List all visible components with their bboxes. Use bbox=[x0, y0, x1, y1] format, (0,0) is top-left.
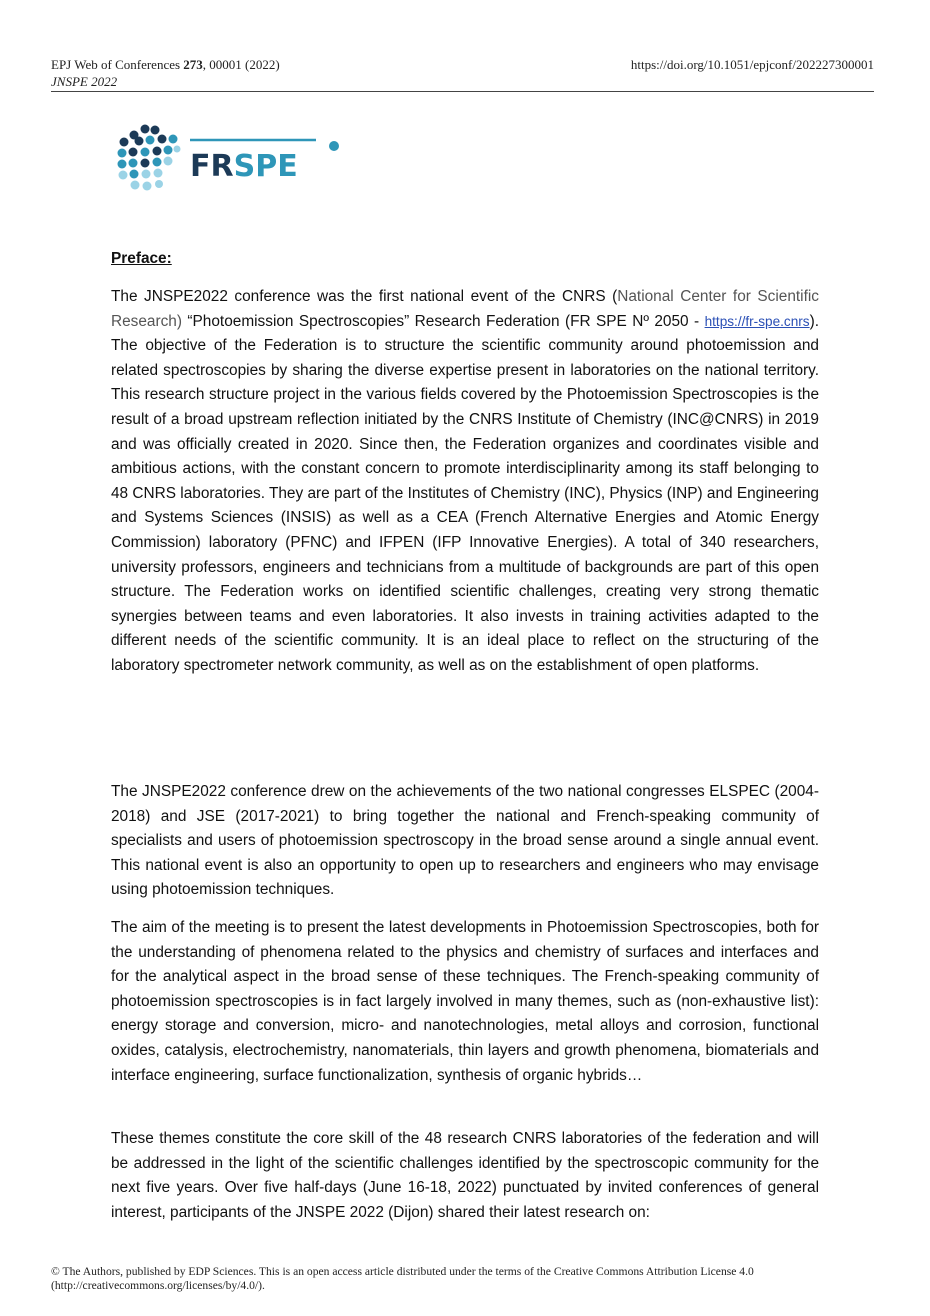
doi-link[interactable]: https://doi.org/10.1051/epjconf/202227300001 bbox=[630, 57, 874, 72]
volume-number: 273 bbox=[183, 57, 203, 72]
journal-citation: EPJ Web of Conferences 273, 00001 (2022) bbox=[51, 57, 280, 72]
paragraph-1: The JNSPE2022 conference was the first national event of the CNRS (National Center for Scientific Research) “Photoemission Spectroscopies” Research Federation (FR SPE Nº 2050 - https://fr-spe.cnrs). The objective of the Federation is to structure the scientific community around photoemission and related spectroscopies by sharing the diverse expertise present in laboratories on the national territory. This research structure project in the various fields covered by the Photoemission Spectroscopies is the result of a broad upstream reflection initiated by the CNRS Institute of Chemistry (INC@CNRS) in 2019 and was officially created in 2020. Since then, the Federation organizes and coordinates visible and ambitious actions, with the constant concern to promote interdisciplinarity among its staff belonging to 48 CNRS laboratories. They are part of the Institutes of Chemistry (INC), Physics (INP) and Engineering and Systems Sciences (INSIS) as well as a CEA (French Alternative Energies and Atomic Energy Commission) laboratory (PFNC) and IFPEN (IFP Innovative Energies). A total of 340 researchers, university professors, engineers and technicians from a multitude of backgrounds are part of this open structure. The Federation works on identified scientific challenges, creating very strong thematic synergies between teams and even laboratories. It also invests in training activities adapted to the different needs of the scientific community. It is an ideal place to reflect on the structuring of the laboratory spectrometer network community, as well as on the establishment of open platforms. bbox=[111, 288, 819, 674]
svg-text:FRSPE bbox=[190, 149, 298, 184]
logo-dot bbox=[329, 141, 339, 151]
frspe-logo bbox=[112, 122, 352, 200]
conference-name: JNSPE 2022 bbox=[51, 74, 118, 89]
logo-text-fr: FR bbox=[190, 149, 234, 184]
paragraph-3: The aim of the meeting is to present the latest developments in Photoemission Spectroscopies, both for the understanding of phenomena related to the physics and chemistry of surfaces and interfaces and for the analytical aspect in the broad sense of these techniques. The French-speaking community of photoemission spectroscopies is in fact largely involved in many themes, such as (non-exhaustive list): energy storage and conversion, micro- and nanotechnologies, metal alloys and corrosion, functional oxides, catalysis, electrochemistry, nanomaterials, thin layers and growth phenomena, biomaterials and interface engineering, surface functionalization, synthesis of organic hybrids… bbox=[111, 919, 819, 1084]
fr-spe-link[interactable]: https://fr-spe.cnrs bbox=[704, 313, 810, 329]
running-header-left bbox=[51, 56, 280, 90]
cnrs-expansion: National Center for Scientific Research) bbox=[111, 288, 819, 330]
license-footer: © The Authors, published by EDP Sciences. This is an open access article distributed under the terms of the Creative Commons Attribution License 4.0 (http://creativecommons.org/licenses/by/4.0/). bbox=[51, 1265, 754, 1292]
paragraph-2: The JNSPE2022 conference drew on the achievements of the two national congresses ELSPEC (2004-2018) and JSE (2017-2021) to bring together the national and French-speaking community of specialists and users of photoemission spectroscopy in the broad sense around a single annual event. This national event is also an opportunity to open up to researchers and engineers who may envisage using photoemission techniques. bbox=[111, 783, 819, 899]
paragraph-4: These themes constitute the core skill of the 48 research CNRS laboratories of the federation and will be addressed in the light of the scientific challenges identified by the spectroscopic community for the next five years. Over five half-days (June 16-18, 2022) punctuated by invited conferences of general interest, participants of the JNSPE 2022 (Dijon) shared their latest research on: bbox=[111, 1130, 819, 1221]
header-divider bbox=[51, 91, 874, 92]
logo-text-spe: SPE bbox=[233, 149, 298, 184]
preface-heading: Preface: bbox=[111, 250, 172, 267]
dot-cluster-icon bbox=[118, 125, 181, 191]
